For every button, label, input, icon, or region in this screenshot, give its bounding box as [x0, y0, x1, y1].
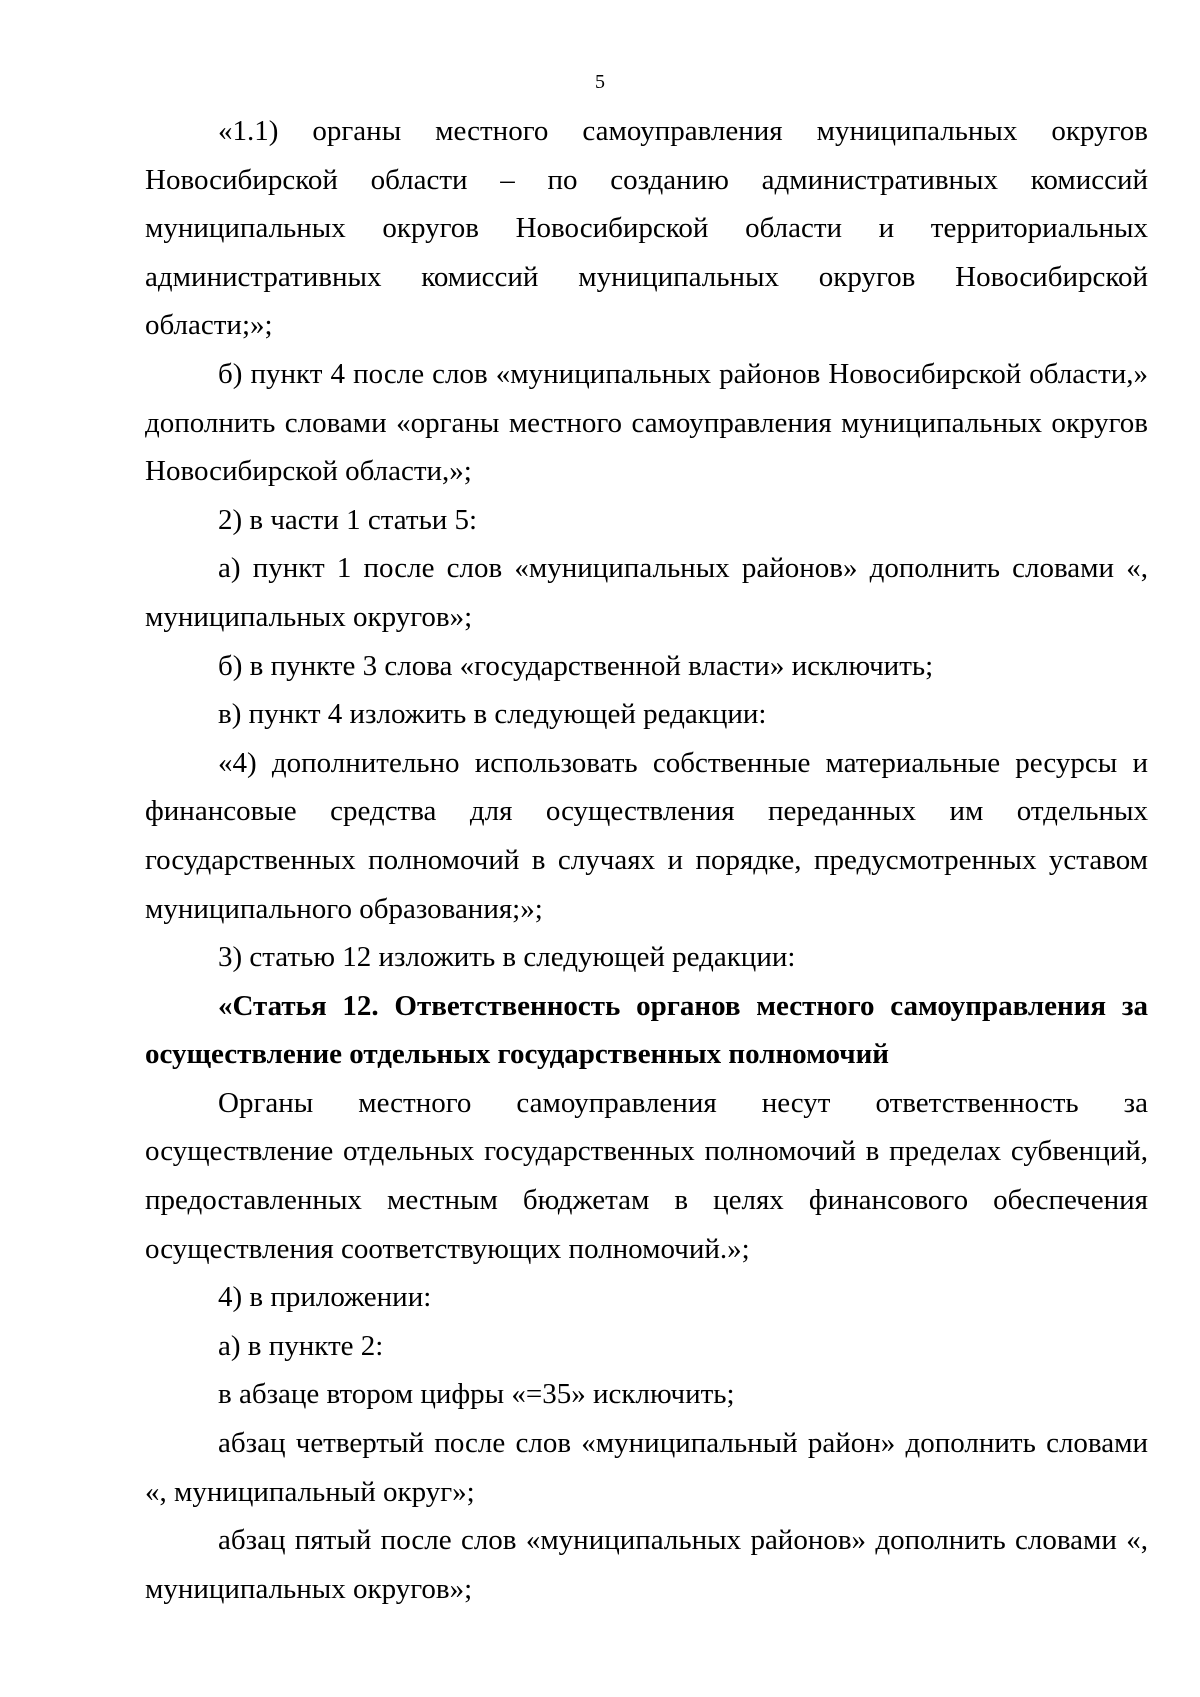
- paragraph-fourth-abzac: абзац четвертый после слов «муниципальный район» дополнить словами «, муниципальный округ»;: [145, 1427, 1148, 1508]
- page-number: 5: [595, 71, 605, 93]
- article-12-body: Органы местного самоуправления несут ответственность за осуществление отдельных государственных полномочий в пределах субвенций, предоставленных местным бюджетам в целях финансового обеспечения осуществления соответствующих полномочий.»;: [145, 1086, 1148, 1265]
- paragraph-v-item-4: в) пункт 4 изложить в следующей редакции:: [218, 698, 767, 731]
- paragraph-second-abzac: в абзаце втором цифры «=35» исключить;: [218, 1378, 735, 1411]
- paragraph-4-appendix: 4) в приложении:: [218, 1281, 432, 1314]
- paragraph-b-item-4: б) пункт 4 после слов «муниципальных районов Новосибирской области,» дополнить словами «органы местного самоуправления муниципальных округов Новосибирской области,»;: [145, 357, 1148, 488]
- paragraph-a-item-2: а) в пункте 2:: [218, 1329, 384, 1362]
- paragraph-2-article-5: 2) в части 1 статьи 5:: [218, 503, 478, 536]
- paragraph-b-item-3: б) в пункте 3 слова «государственной власти» исключить;: [218, 649, 934, 682]
- document-body: [145, 107, 1148, 1613]
- article-12-heading: «Статья 12. Ответственность органов местного самоуправления за осуществление отдельных государственных полномочий: [145, 989, 1148, 1071]
- paragraph-3-article-12: 3) статью 12 изложить в следующей редакции:: [218, 941, 796, 974]
- paragraph-fifth-abzac: абзац пятый после слов «муниципальных районов» дополнить словами «, муниципальных округов»;: [145, 1524, 1148, 1605]
- paragraph-item-4-text: «4) дополнительно использовать собственные материальные ресурсы и финансовые средства для осуществления переданных им отдельных государственных полномочий в случаях и порядке, предусмотренных уставом муниципального образования;»;: [145, 746, 1148, 925]
- paragraph-a-item-1: а) пункт 1 после слов «муниципальных районов» дополнить словами «, муниципальных округов»;: [145, 552, 1148, 633]
- paragraph-1-1-amendment: «1.1) органы местного самоуправления муниципальных округов Новосибирской области – по созданию административных комиссий муниципальных округов Новосибирской области и территориальных административных комиссий муниципальных округов Новосибирской области;»;: [145, 115, 1148, 342]
